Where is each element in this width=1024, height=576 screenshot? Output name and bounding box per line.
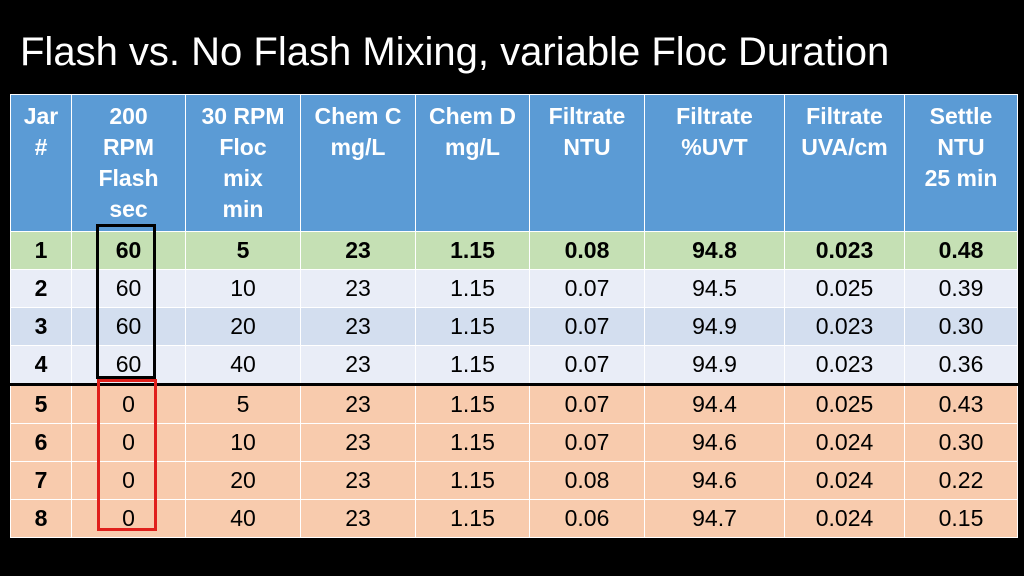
table-cell: 94.5 — [645, 270, 785, 308]
column-header-line: RPM — [102, 134, 155, 160]
table-cell: 0.024 — [785, 500, 905, 538]
column-header-4 — [301, 95, 416, 232]
table-cell: 0.30 — [905, 308, 1018, 346]
table-cell: 94.6 — [645, 462, 785, 500]
column-header-1 — [11, 95, 72, 232]
jar-number-cell: 1 — [11, 232, 72, 270]
jar-number-cell: 4 — [11, 346, 72, 385]
jar-number-cell: 8 — [11, 500, 72, 538]
jar-test-table-container — [10, 94, 1017, 538]
table-cell: 0.43 — [905, 385, 1018, 424]
table-cell: 60 — [72, 346, 186, 385]
column-header-line: # — [34, 134, 48, 160]
table-cell: 0.025 — [785, 385, 905, 424]
table-cell: 23 — [301, 424, 416, 462]
table-cell: 94.8 — [645, 232, 785, 270]
table-cell: 0.07 — [530, 346, 645, 385]
table-row — [11, 385, 1018, 424]
table-cell: 0.22 — [905, 462, 1018, 500]
column-header-line: Filtrate — [676, 103, 753, 129]
column-header-line: min — [222, 196, 264, 222]
table-cell: 60 — [72, 308, 186, 346]
column-header-3 — [186, 95, 301, 232]
table-cell: 0.023 — [785, 308, 905, 346]
jar-number-cell: 7 — [11, 462, 72, 500]
table-cell: 40 — [186, 346, 301, 385]
slide-title: Flash vs. No Flash Mixing, variable Floc Duration — [20, 30, 890, 74]
column-header-line: Floc — [219, 134, 267, 160]
column-header-line: Flash — [98, 165, 159, 191]
column-header-line: Filtrate — [548, 103, 626, 129]
table-cell: 1.15 — [416, 270, 530, 308]
jar-number-cell: 5 — [11, 385, 72, 424]
table-cell: 60 — [72, 232, 186, 270]
jar-test-table — [10, 94, 1018, 538]
table-cell: 23 — [301, 232, 416, 270]
table-cell: 0.36 — [905, 346, 1018, 385]
table-cell: 1.15 — [416, 500, 530, 538]
table-cell: 1.15 — [416, 424, 530, 462]
table-cell: 10 — [186, 424, 301, 462]
column-header-5 — [416, 95, 530, 232]
column-header-line: mg/L — [330, 134, 386, 160]
column-header-line: UVA/cm — [801, 134, 888, 160]
table-cell: 94.4 — [645, 385, 785, 424]
table-row — [11, 462, 1018, 500]
table-cell: 0 — [72, 462, 186, 500]
column-header-line: mix — [223, 165, 263, 191]
table-cell: 23 — [301, 462, 416, 500]
column-header-line: sec — [109, 196, 148, 222]
column-header-8 — [785, 95, 905, 232]
table-cell: 1.15 — [416, 308, 530, 346]
table-cell: 5 — [186, 232, 301, 270]
jar-number-cell: 6 — [11, 424, 72, 462]
table-cell: 0.07 — [530, 270, 645, 308]
table-cell: 94.6 — [645, 424, 785, 462]
header-row — [11, 95, 1018, 232]
jar-number-cell: 3 — [11, 308, 72, 346]
table-cell: 0.08 — [530, 232, 645, 270]
column-header-line: Jar — [23, 103, 59, 129]
column-header-2 — [72, 95, 186, 232]
table-cell: 20 — [186, 462, 301, 500]
table-cell: 20 — [186, 308, 301, 346]
table-row — [11, 308, 1018, 346]
table-cell: 23 — [301, 500, 416, 538]
table-cell: 0.024 — [785, 424, 905, 462]
table-cell: 0.023 — [785, 232, 905, 270]
column-header-line: Filtrate — [806, 103, 883, 129]
table-cell: 1.15 — [416, 462, 530, 500]
column-header-line: NTU — [937, 134, 985, 160]
table-cell: 1.15 — [416, 346, 530, 385]
flash-60-highlight-box — [96, 224, 156, 379]
no-flash-highlight-box — [97, 379, 157, 531]
table-cell: 23 — [301, 385, 416, 424]
table-cell: 0 — [72, 500, 186, 538]
table-cell: 0.07 — [530, 385, 645, 424]
column-header-6 — [530, 95, 645, 232]
table-row — [11, 500, 1018, 538]
column-header-line: 25 min — [924, 165, 998, 191]
table-cell: 0.06 — [530, 500, 645, 538]
table-cell: 1.15 — [416, 232, 530, 270]
column-header-line: Chem C — [314, 103, 402, 129]
column-header-9 — [905, 95, 1018, 232]
table-cell: 23 — [301, 346, 416, 385]
table-cell: 94.9 — [645, 308, 785, 346]
table-cell: 23 — [301, 308, 416, 346]
column-header-line: %UVT — [681, 134, 748, 160]
table-row — [11, 346, 1018, 385]
table-cell: 1.15 — [416, 385, 530, 424]
column-header-line: NTU — [563, 134, 611, 160]
column-header-line: Settle — [929, 103, 993, 129]
table-cell: 0.024 — [785, 462, 905, 500]
column-header-line: 200 — [109, 103, 148, 129]
table-cell: 0 — [72, 385, 186, 424]
table-cell: 10 — [186, 270, 301, 308]
table-cell: 94.7 — [645, 500, 785, 538]
table-cell: 0.07 — [530, 308, 645, 346]
table-cell: 0.025 — [785, 270, 905, 308]
table-cell: 0.39 — [905, 270, 1018, 308]
table-cell: 23 — [301, 270, 416, 308]
table-cell: 5 — [186, 385, 301, 424]
table-cell: 0.08 — [530, 462, 645, 500]
table-cell: 94.9 — [645, 346, 785, 385]
table-cell: 40 — [186, 500, 301, 538]
column-header-line: Chem D — [429, 103, 516, 129]
table-cell: 0.15 — [905, 500, 1018, 538]
jar-number-cell: 2 — [11, 270, 72, 308]
table-cell: 0.48 — [905, 232, 1018, 270]
table-cell: 0.30 — [905, 424, 1018, 462]
table-cell: 60 — [72, 270, 186, 308]
column-header-line: 30 RPM — [201, 103, 285, 129]
column-header-line: mg/L — [445, 134, 500, 160]
table-row — [11, 424, 1018, 462]
table-cell: 0.07 — [530, 424, 645, 462]
column-header-7 — [645, 95, 785, 232]
table-row — [11, 270, 1018, 308]
table-cell: 0 — [72, 424, 186, 462]
table-row — [11, 232, 1018, 270]
table-cell: 0.023 — [785, 346, 905, 385]
table-body — [11, 232, 1018, 538]
